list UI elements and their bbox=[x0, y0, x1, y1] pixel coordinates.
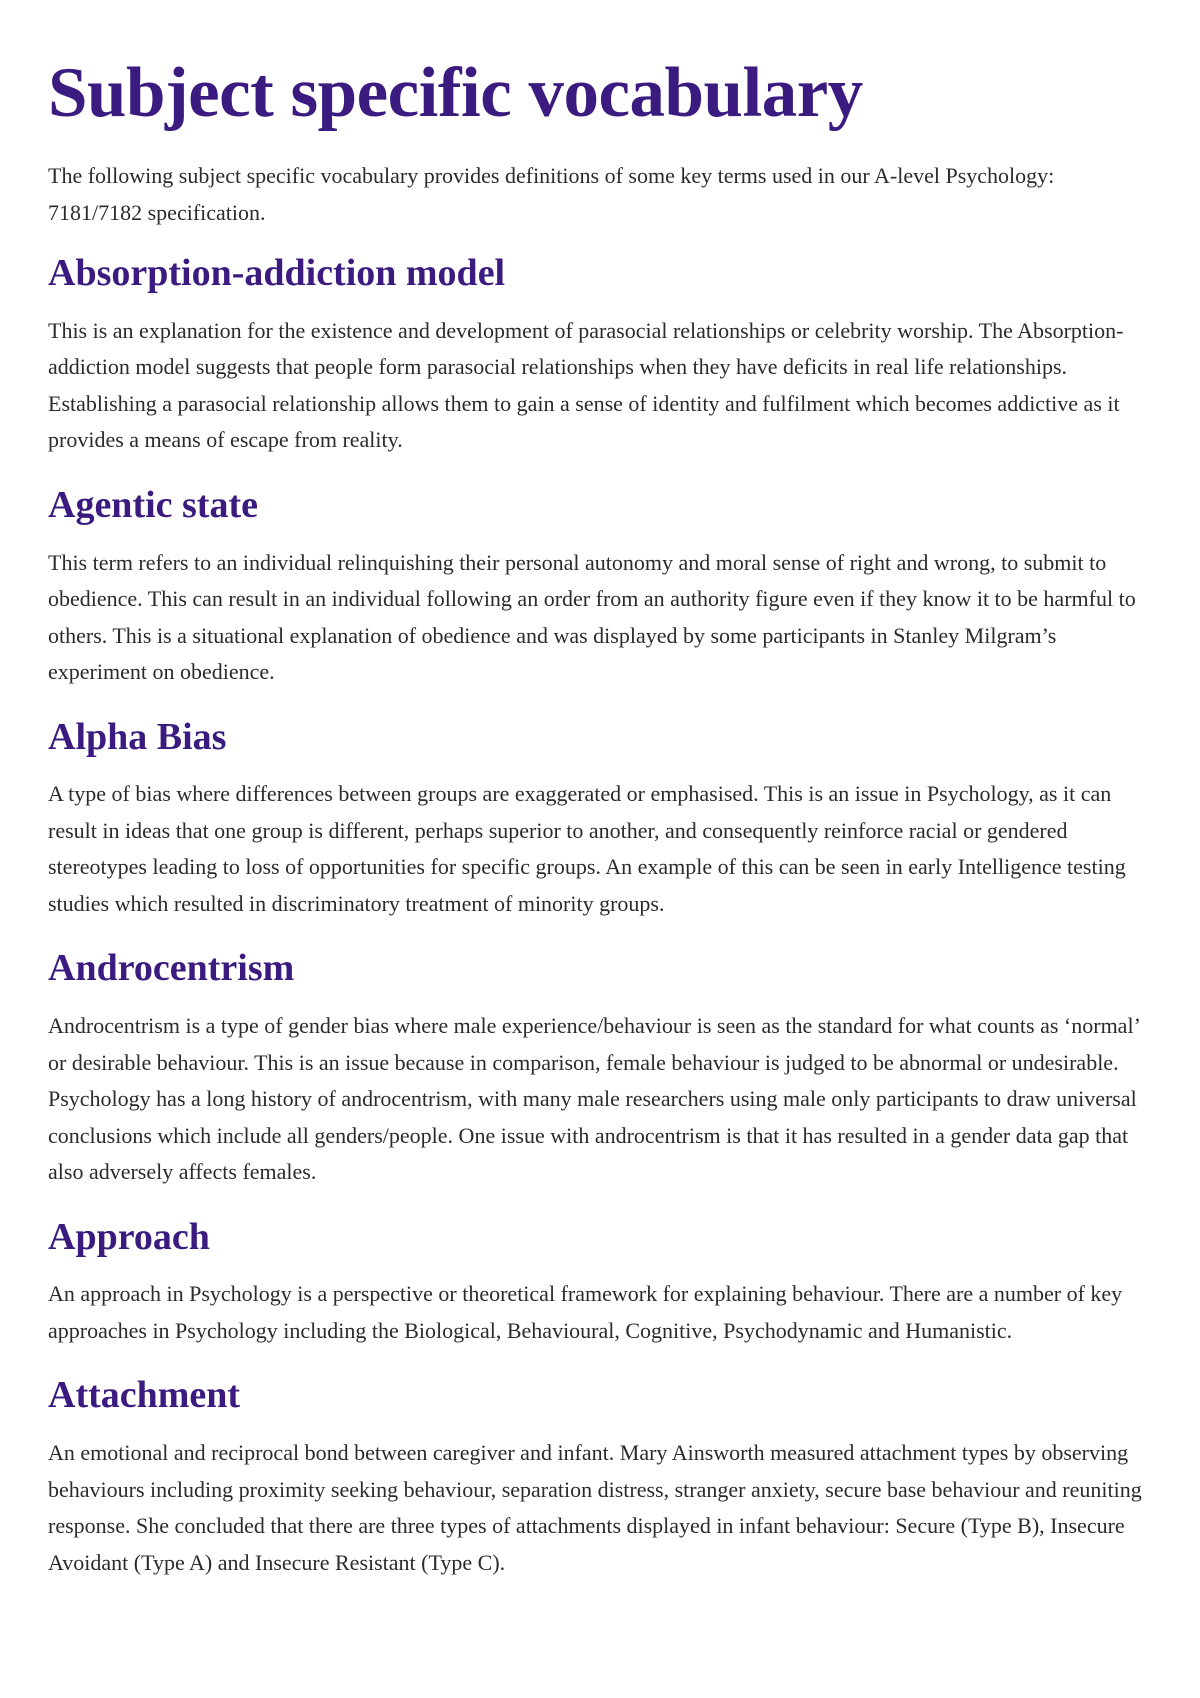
term-heading: Alpha Bias bbox=[48, 715, 227, 758]
term-heading: Attachment bbox=[48, 1374, 241, 1417]
term-definition: This term refers to an individual relinquishing their personal autonomy and moral sense of right and wrong, to submit to obedience. This can result in an individual following an order from an authority figure even if they know it to be harmful to others. This is a situational explanation of obedience and was displayed by some participants in Stanley Milgram’s experiment on obedience. bbox=[48, 549, 1136, 685]
term-heading: Approach bbox=[48, 1215, 210, 1258]
term-definition: An emotional and reciprocal bond between caregiver and infant. Mary Ainsworth measured attachment types by observing behaviours including proximity seeking behaviour, separation distress, stranger anxiety, secure base behaviour and reuniting response. She concluded that there are three types of attachments displayed in infant behaviour: Secure (Type B), Insecure Avoidant (Type A) and Insecure Resistant (Type C). bbox=[48, 1440, 1142, 1575]
term-androcentrism bbox=[48, 948, 1152, 1190]
term-definition: This is an explanation for the existence and development of parasocial relationships or celebrity worship. The Absorption-addiction model suggests that people form parasocial relationships when they have deficits in real life relationships. Establishing a parasocial relationship allows them to gain a sense of identity and fulfilment which becomes addictive as it provides a means of escape from reality. bbox=[48, 317, 1124, 453]
term-definition: Androcentrism is a type of gender bias where male experience/behaviour is seen as the standard for what counts as ‘normal’ or desirable behaviour. This is an issue because in comparison, female behaviour is judged to be abnormal or undesirable. Psychology has a long history of androcentrism, with many male researchers using male only participants to draw universal conclusions which include all genders/people. One issue with androcentrism is that it has resulted in a gender data gap that also adversely affects females. bbox=[48, 1013, 1140, 1185]
page-title: Subject specific vocabulary bbox=[48, 54, 863, 132]
intro-paragraph: The following subject specific vocabulary provides definitions of some key terms used in our A-level Psychology: 7181/7182 specification. bbox=[48, 163, 1055, 225]
term-definition: A type of bias where differences between groups are exaggerated or emphasised. This is an issue in Psychology, as it can result in ideas that one group is different, perhaps superior to another, and consequently reinforce racial or gendered stereotypes leading to loss of opportunities for specific groups. An example of this can be seen in early Intelligence testing studies which resulted in discriminatory treatment of minority groups. bbox=[48, 781, 1126, 916]
term-absorption-addiction-model bbox=[48, 253, 1152, 459]
term-approach bbox=[48, 1217, 1152, 1350]
term-heading: Androcentrism bbox=[48, 947, 295, 990]
term-heading: Absorption-addiction model bbox=[48, 252, 506, 294]
term-heading: Agentic state bbox=[48, 483, 258, 526]
term-agentic-state bbox=[48, 485, 1152, 691]
term-attachment bbox=[48, 1375, 1152, 1581]
term-definition: An approach in Psychology is a perspective or theoretical framework for explaining behaviour. There are a number of key approaches in Psychology including the Biological, Behavioural, Cognitive, Psychodynamic and Humanistic. bbox=[48, 1281, 1123, 1343]
term-alpha-bias bbox=[48, 717, 1152, 923]
